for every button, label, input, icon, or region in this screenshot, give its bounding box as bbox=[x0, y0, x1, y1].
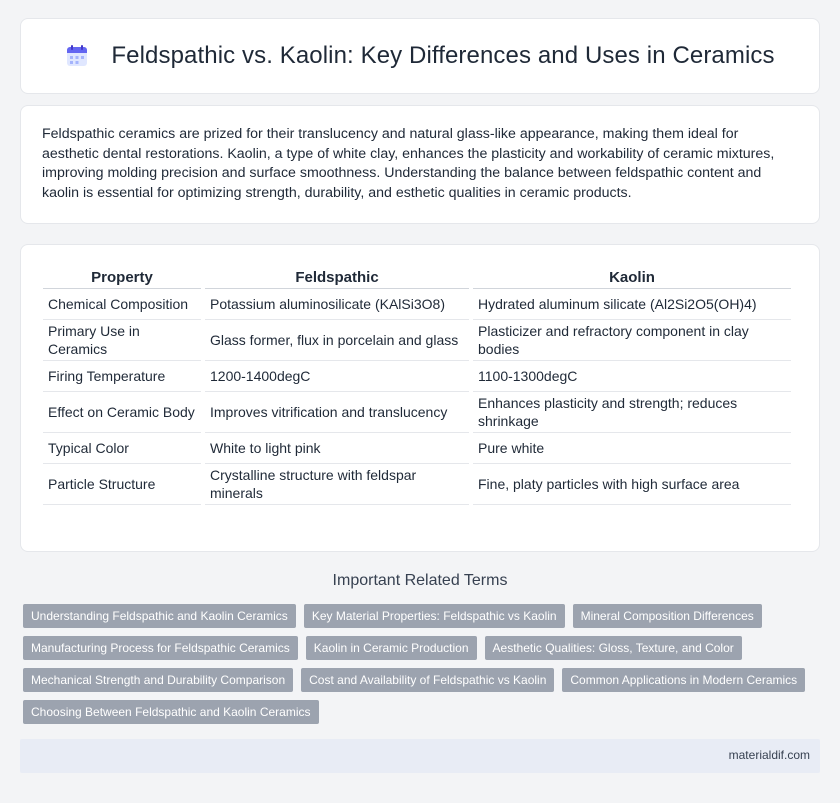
table-header-row bbox=[43, 263, 791, 289]
comparison-table-card bbox=[20, 244, 820, 552]
table-cell: 1200-1400degC bbox=[205, 361, 469, 392]
table-row bbox=[43, 289, 791, 320]
related-term-tag[interactable]: Kaolin in Ceramic Production bbox=[306, 636, 477, 660]
footer-site-link[interactable]: materialdif.com bbox=[728, 748, 810, 762]
table-cell: Plasticizer and refractory component in clay bodies bbox=[473, 320, 791, 361]
table-cell: Chemical Composition bbox=[43, 289, 201, 320]
table-cell: Effect on Ceramic Body bbox=[43, 392, 201, 433]
table-row bbox=[43, 433, 791, 464]
table-row bbox=[43, 320, 791, 361]
table-cell: Particle Structure bbox=[43, 464, 201, 505]
table-cell: Hydrated aluminum silicate (Al2Si2O5(OH)4) bbox=[473, 289, 791, 320]
related-term-tag[interactable]: Aesthetic Qualities: Gloss, Texture, and Color bbox=[485, 636, 742, 660]
table-row bbox=[43, 361, 791, 392]
intro-card bbox=[20, 105, 820, 224]
header-card bbox=[20, 18, 820, 94]
related-term-tag[interactable]: Key Material Properties: Feldspathic vs Kaolin bbox=[304, 604, 565, 628]
table-cell: Fine, platy particles with high surface area bbox=[473, 464, 791, 505]
comparison-table bbox=[39, 263, 795, 505]
table-row bbox=[43, 464, 791, 505]
related-term-tag[interactable]: Common Applications in Modern Ceramics bbox=[562, 668, 805, 692]
table-cell: White to light pink bbox=[205, 433, 469, 464]
related-term-tag[interactable]: Mechanical Strength and Durability Comparison bbox=[23, 668, 293, 692]
calendar-icon bbox=[65, 44, 89, 68]
related-term-tag[interactable]: Manufacturing Process for Feldspathic Ceramics bbox=[23, 636, 298, 660]
table-cell: Pure white bbox=[473, 433, 791, 464]
table-cell: 1100-1300degC bbox=[473, 361, 791, 392]
column-header-kaolin: Kaolin bbox=[473, 263, 791, 289]
table-cell: Enhances plasticity and strength; reduces shrinkage bbox=[473, 392, 791, 433]
related-terms-heading: Important Related Terms bbox=[332, 572, 508, 589]
table-row bbox=[43, 392, 791, 433]
related-term-tag[interactable]: Choosing Between Feldspathic and Kaolin Ceramics bbox=[23, 700, 319, 724]
table-cell: Potassium aluminosilicate (KAlSi3O8) bbox=[205, 289, 469, 320]
column-header-property: Property bbox=[43, 263, 201, 289]
column-header-feldspathic: Feldspathic bbox=[205, 263, 469, 289]
page-title: Feldspathic vs. Kaolin: Key Differences and Uses in Ceramics bbox=[111, 42, 775, 69]
table-cell: Firing Temperature bbox=[43, 361, 201, 392]
table-cell: Crystalline structure with feldspar minerals bbox=[205, 464, 469, 505]
table-cell: Glass former, flux in porcelain and glass bbox=[205, 320, 469, 361]
related-term-tag[interactable]: Cost and Availability of Feldspathic vs Kaolin bbox=[301, 668, 554, 692]
table-cell: Typical Color bbox=[43, 433, 201, 464]
related-term-tag[interactable]: Understanding Feldspathic and Kaolin Ceramics bbox=[23, 604, 296, 628]
related-term-tag[interactable]: Mineral Composition Differences bbox=[573, 604, 762, 628]
related-terms-list bbox=[23, 604, 823, 724]
table-cell: Improves vitrification and translucency bbox=[205, 392, 469, 433]
footer bbox=[20, 739, 820, 773]
table-cell: Primary Use in Ceramics bbox=[43, 320, 201, 361]
intro-paragraph: Feldspathic ceramics are prized for their translucency and natural glass-like appearance, making them ideal for aesthetic dental restorations. Kaolin, a type of white clay, enhances the plasticity and workability of ceramic mixtures, improving molding precision and surface smoothness. Understanding the balance between feldspathic content and kaolin is essential for optimizing strength, durability, and esthetic qualities in ceramic products. bbox=[42, 126, 775, 201]
